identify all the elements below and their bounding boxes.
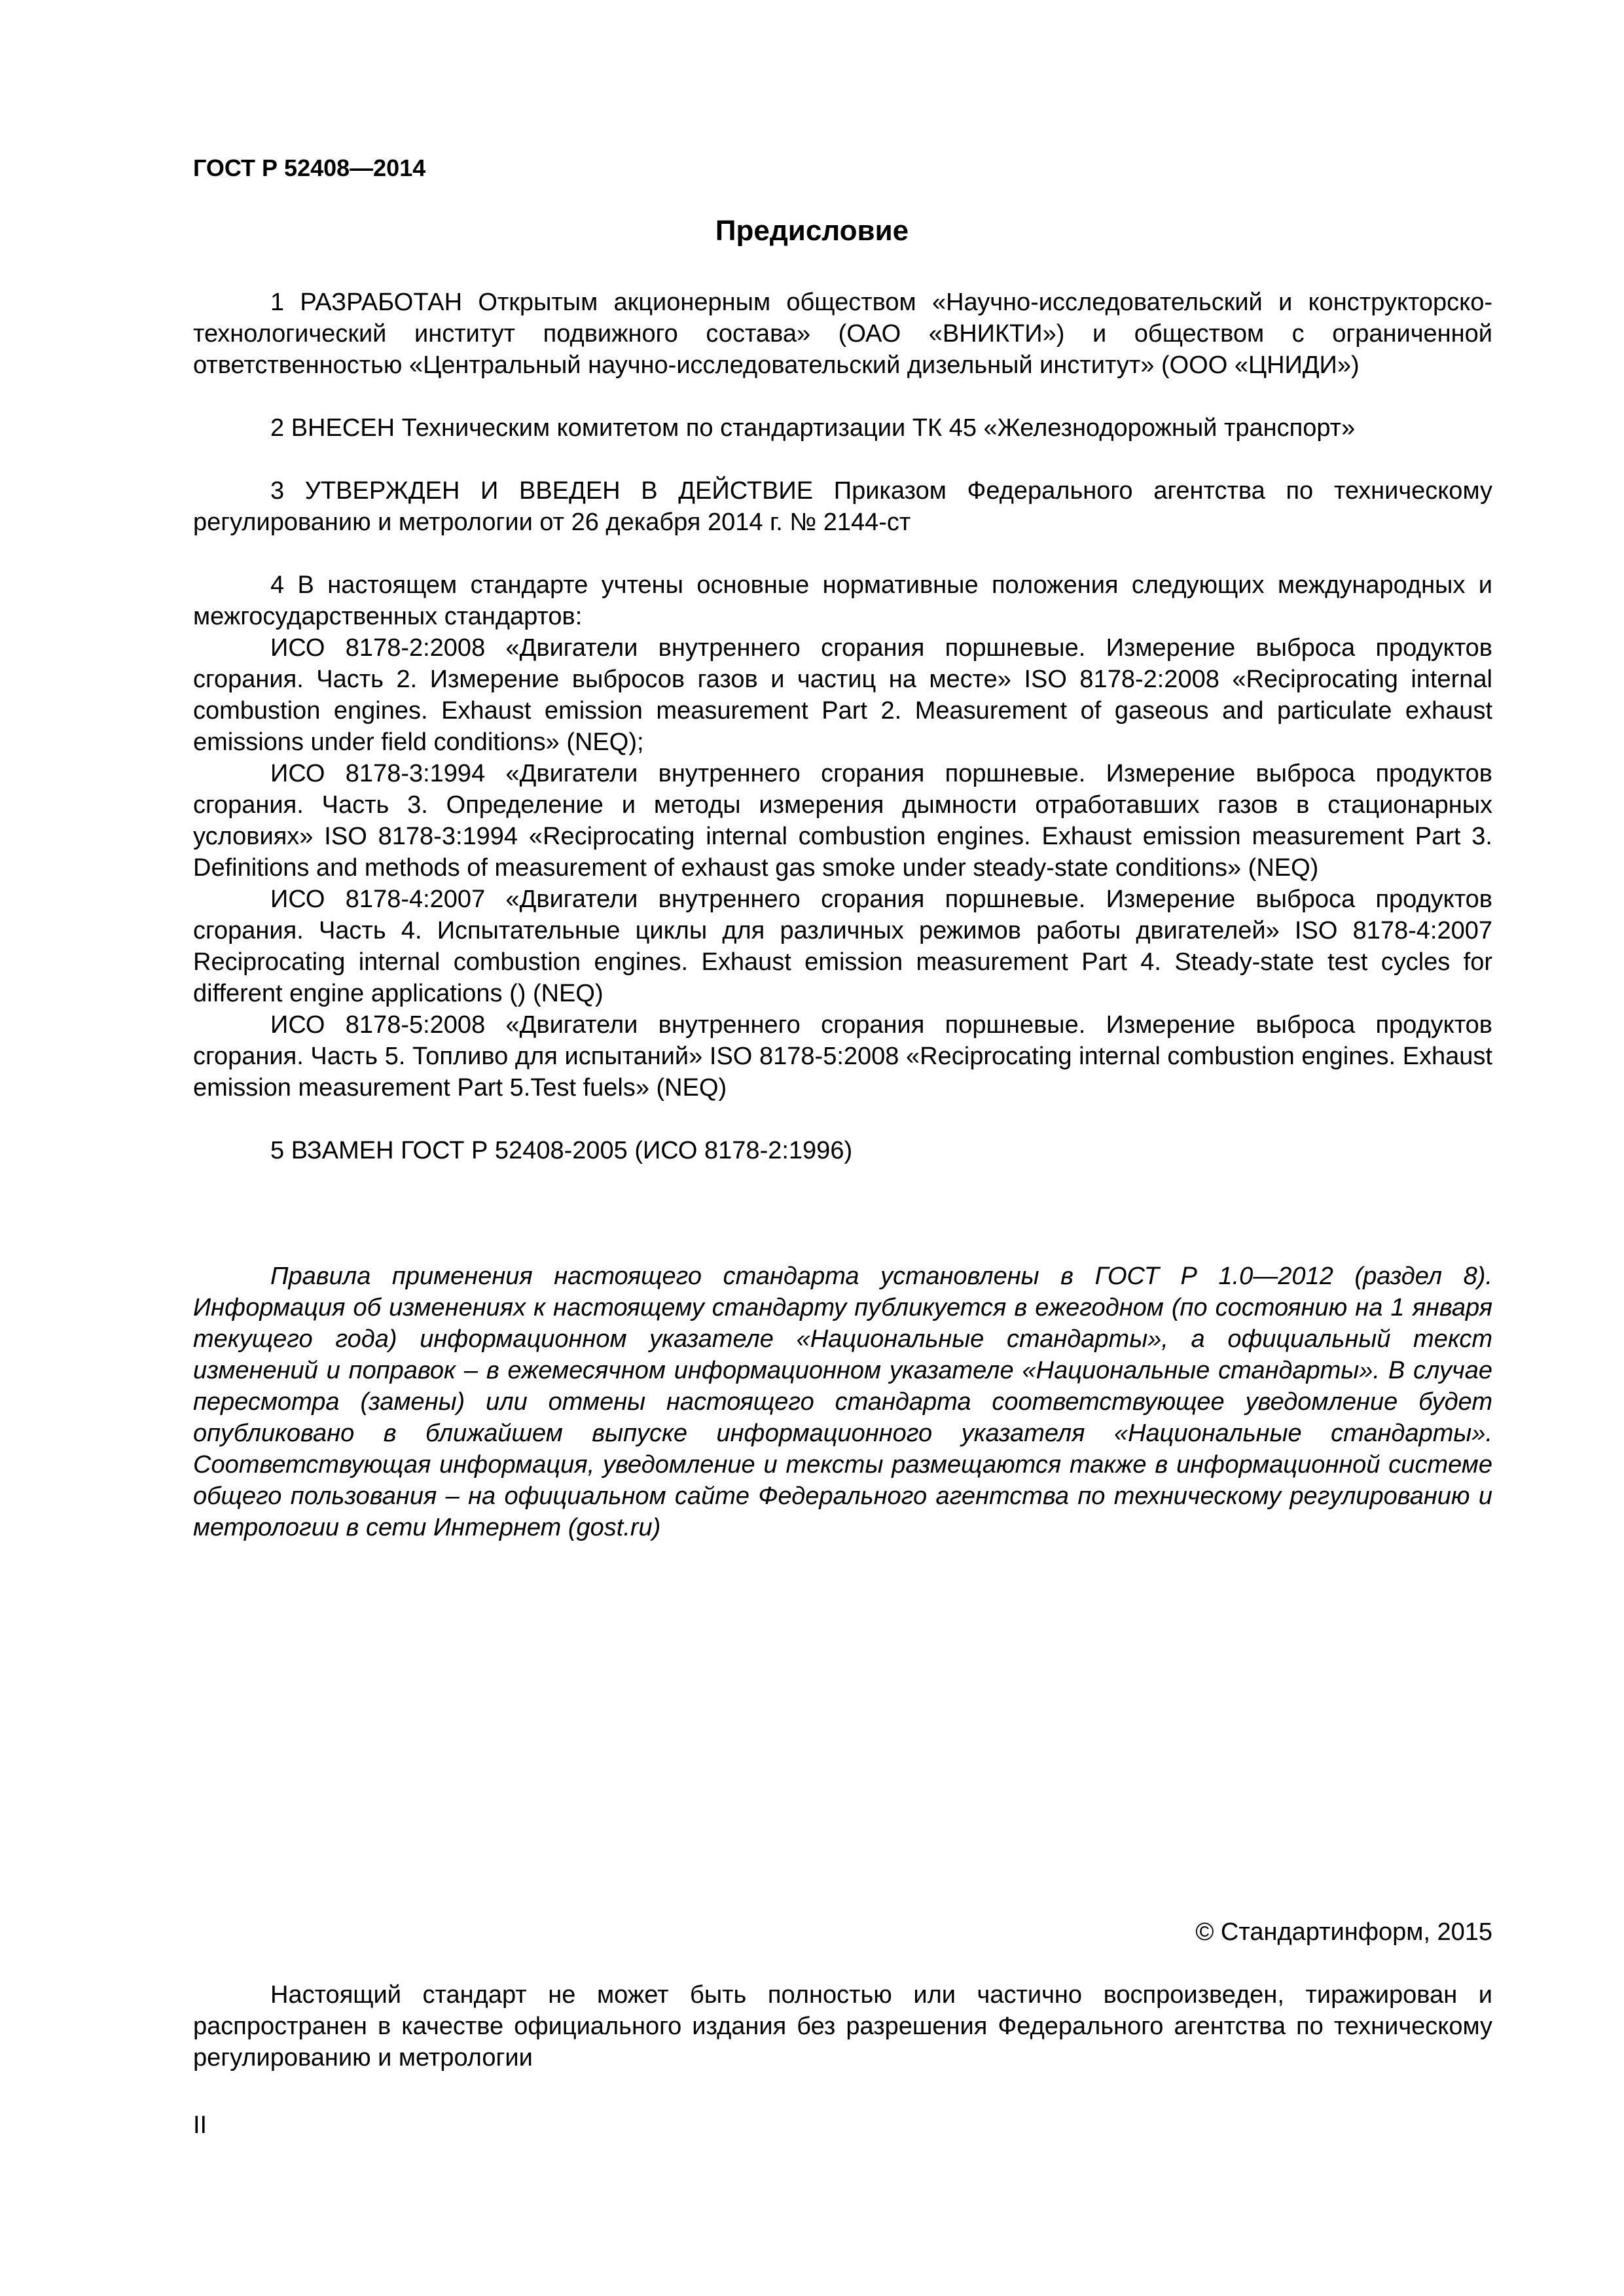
page-title: Предисловие — [715, 215, 909, 247]
item-4-iso-8178-3: ИСО 8178-3:1994 «Двигатели внутреннего сгорания поршневые. Измерение выброса продуктов сгорания. Часть 3. Определение и методы измерения дымности отработавших газов в стационарных условиях» ISO 8178-3:1994 «Reciprocating internal combustion engines. Exhaust emission measurement Part 3. Definitions and methods of measurement of exhaust gas smoke under steady-state conditions» (NEQ) — [193, 760, 1492, 882]
item-4-standards-intro: 4 В настоящем стандарте учтены основные нормативные положения следующих международных и межгосударственных стандартов: — [193, 571, 1492, 630]
page-number: II — [193, 2111, 208, 2139]
item-4-iso-8178-5: ИСО 8178-5:2008 «Двигатели внутреннего сгорания поршневые. Измерение выброса продуктов сгорания. Часть 5. Топливо для испытаний» ISO 8178-5:2008 «Reciprocating internal combustion engines. Exhaust emission measurement Part 5.Test fuels» (NEQ) — [193, 1011, 1492, 1102]
item-5-replaces: 5 ВЗАМЕН ГОСТ Р 52408-2005 (ИСО 8178-2:1996) — [270, 1137, 853, 1164]
item-3-approved: 3 УТВЕРЖДЕН И ВВЕДЕН В ДЕЙСТВИЕ Приказом Федерального агентства по техническому регулированию и метрологии от 26 декабря 2014 г. № 2144-ст — [193, 477, 1492, 536]
item-2-submitted: 2 ВНЕСЕН Техническим комитетом по стандартизации ТК 45 «Железнодорожный транспорт» — [270, 414, 1356, 442]
copyright: © Стандартинформ, 2015 — [1195, 1918, 1492, 1946]
reproduction-notice: Настоящий стандарт не может быть полностью или частично воспроизведен, тиражирован и распространен в качестве официального издания без разрешения Федерального агентства по техническому регулированию и метрологии — [193, 1981, 1492, 2072]
document-header: ГОСТ Р 52408—2014 — [193, 154, 426, 181]
item-4-iso-8178-4: ИСО 8178-4:2007 «Двигатели внутреннего сгорания поршневые. Измерение выброса продуктов сгорания. Часть 4. Испытательные циклы для различных режимов работы двигателей» ISO 8178-4:2007 Reciprocating internal combustion engines. Exhaust emission measurement Part 4. Steady-state test cycles for different engine applications () (NEQ) — [193, 886, 1492, 1007]
item-4-iso-8178-2: ИСО 8178-2:2008 «Двигатели внутреннего сгорания поршневые. Измерение выброса продуктов сгорания. Часть 2. Измерение выбросов газов и частиц на месте» ISO 8178-2:2008 «Reciprocating internal combustion engines. Exhaust emission measurement Part 2. Measurement of gaseous and particulate exhaust emissions under field conditions» (NEQ); — [193, 634, 1492, 756]
foreword-content — [193, 287, 1492, 1543]
application-rules-note: Правила применения настоящего стандарта установлены в ГОСТ Р 1.0—2012 (раздел 8). Информация об изменениях к настоящему стандарту публикуется в ежегодном (по состоянию на 1 января текущего года) информационном указателе «Национальные стандарты», а официальный текст изменений и поправок – в ежемесячном информационном указателе «Национальные стандарты». В случае пересмотра (замены) или отмены настоящего стандарта соответствующее уведомление будет опубликовано в ближайшем выпуске информационного указателя «Национальные стандарты». Соответствующая информация, уведомление и тексты размещаются также в информационной системе общего пользования – на официальном сайте Федерального агентства по техническому регулированию и метрологии в сети Интернет (gost.ru) — [193, 1263, 1492, 1541]
item-1-developed: 1 РАЗРАБОТАН Открытым акционерным обществом «Научно-исследовательский и конструкторско-технологический институт подвижного состава» (ОАО «ВНИКТИ») и обществом с ограниченной ответственностью «Центральный научно-исследовательский дизельный институт» (ООО «ЦНИДИ») — [193, 289, 1492, 379]
